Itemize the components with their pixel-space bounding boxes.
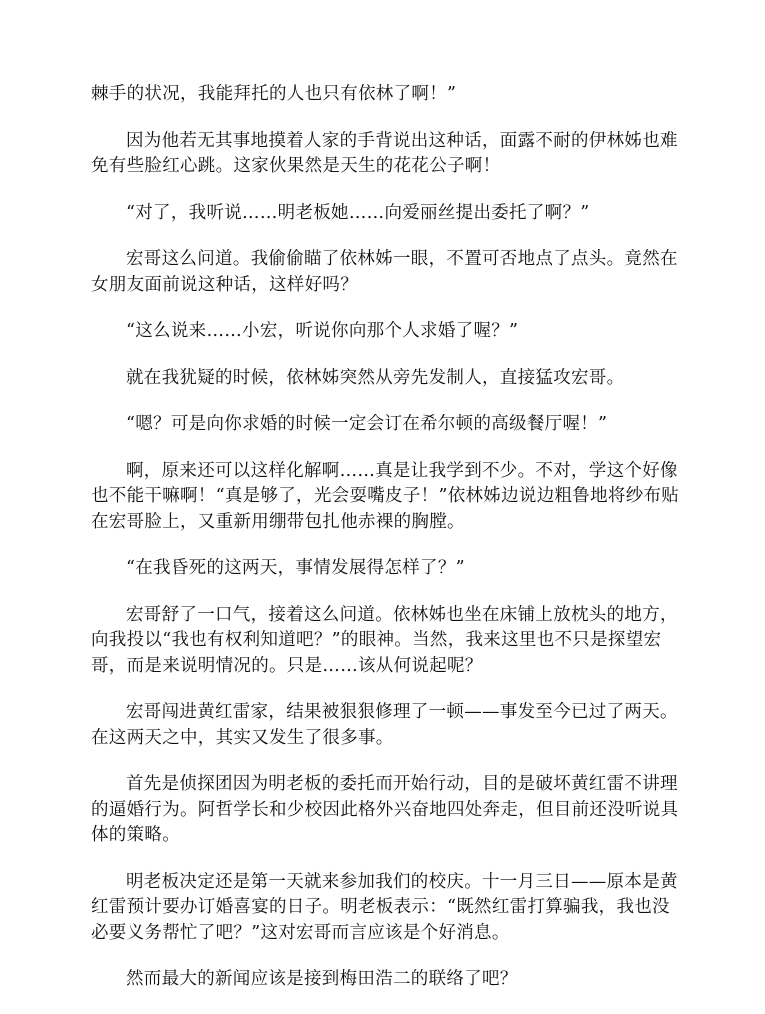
paragraph-3: “对了，我听说……明老板她……向爱丽丝提出委托了啊？”	[126, 202, 590, 223]
paragraph-4: 宏哥这么问道。我偷偷瞄了依林姊一眼，不置可否地点了点头。竟然在女朋友面前说这种话，这样好吗？	[91, 249, 678, 295]
paragraph-10: 宏哥舒了一口气，接着这么问道。依林姊也坐在床铺上放枕头的地方，向我投以“我也有权利知道吧？”的眼神。当然，我来这里也不只是探望宏哥，而是来说明情况的。只是……该从何说起呢？	[91, 604, 678, 676]
paragraph-11: 宏哥闯进黄红雷家，结果被狠狠修理了一顿——事发至今已过了两天。在这两天之中，其实又发生了很多事。	[91, 702, 678, 748]
paragraph-2: 因为他若无其事地摸着人家的手背说出这种话，面露不耐的伊林姊也难免有些脸红心跳。这家伙果然是天生的花花公子啊！	[91, 130, 678, 176]
paragraph-14: 然而最大的新闻应该是接到梅田浩二的联络了吧？	[126, 969, 518, 989]
paragraph-1: 棘手的状况，我能拜托的人也只有依林了啊！”	[91, 84, 457, 104]
paragraph-7: “嗯？可是向你求婚的时候一定会订在希尔顿的高级餐厅喔！”	[126, 414, 608, 434]
paragraph-5: “这么说来……小宏，听说你向那个人求婚了喔？”	[126, 321, 519, 341]
paragraph-12: 首先是侦探团因为明老板的委托而开始行动，目的是破坏黄红雷不讲理的逼婚行为。阿哲学长和少校因此格外兴奋地四处奔走，但目前还没听说具体的策略。	[91, 774, 679, 845]
paragraph-9: “在我昏死的这两天，事情发展得怎样了？”	[126, 558, 465, 578]
document-page	[91, 82, 681, 1014]
paragraph-13: 明老板决定还是第一天就来参加我们的校庆。十一月三日——原本是黄红雷预计要办订婚喜宴的日子。明老板表示：“既然红雷打算骗我，我也没必要义务帮忙了吧？”这对宏哥而言应该是个好消息。	[91, 871, 678, 943]
paragraph-6: 就在我犹疑的时候，依林姊突然从旁先发制人，直接猛攻宏哥。	[126, 367, 625, 388]
paragraph-8: 啊，原来还可以这样化解啊……真是让我学到不少。不对，学这个好像也不能干嘛啊！“真是够了，光会耍嘴皮子！”依林姊边说边粗鲁地将纱布贴在宏哥脸上，又重新用绷带包扎他赤裸的胸膛。	[91, 460, 680, 532]
